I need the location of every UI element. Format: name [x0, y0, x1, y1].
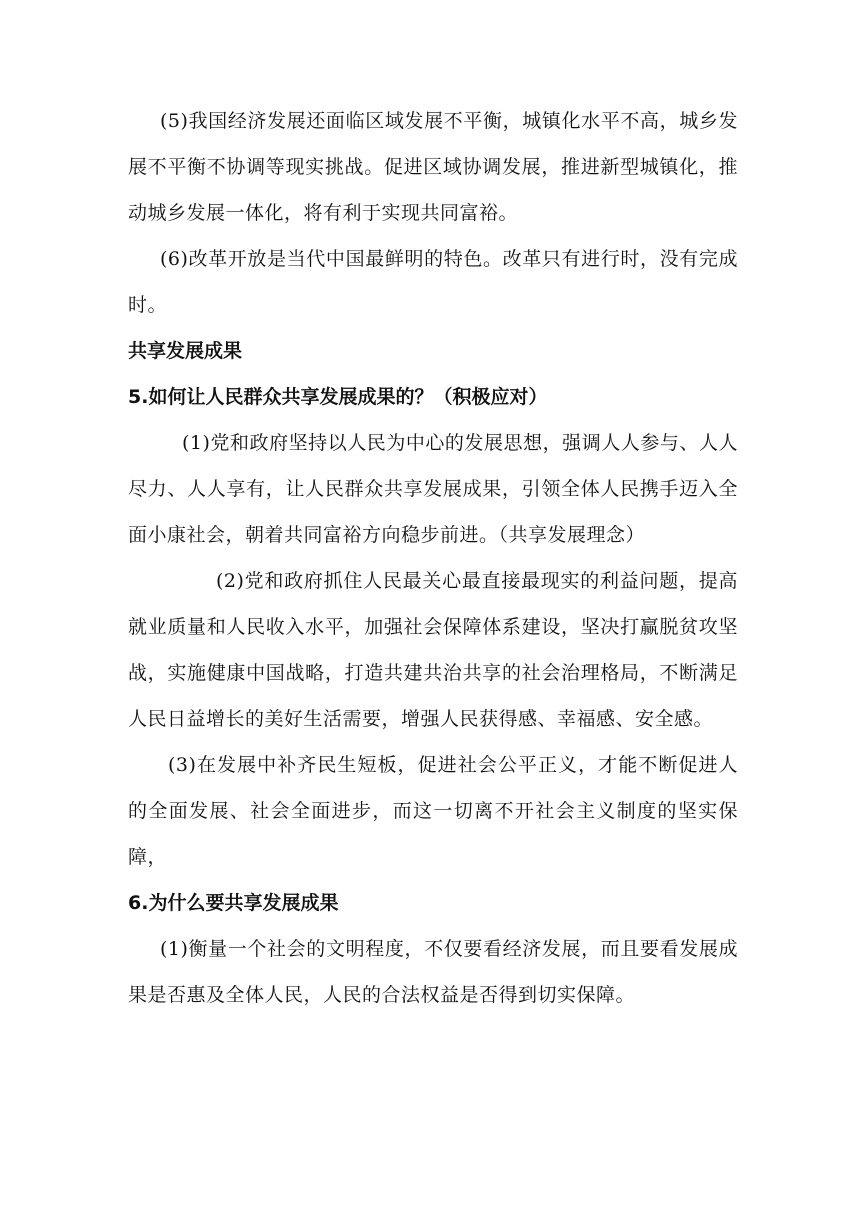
- question-5-point-1: (1)党和政府坚持以人民为中心的发展思想，强调人人参与、人人尽力、人人享有，让人民群众共享发展成果，引领全体人民携手迈入全面小康社会，朝着共同富裕方向稳步前进。（共享发展理念）: [128, 432, 738, 546]
- question-5-point-2: (2)党和政府抓住人民最关心最直接最现实的利益问题，提高就业质量和人民收入水平，加强社会保障体系建设，坚决打赢脱贫攻坚战，实施健康中国战略，打造共建共治共享的社会治理格局，不断满足人民日益增长的美好生活需要，增强人民获得感、幸福感、安全感。: [128, 570, 738, 730]
- document-body: [128, 98, 738, 1018]
- question-5-title: 5.如何让人民群众共享发展成果的？（积极应对）: [128, 386, 548, 408]
- paragraph-6: (6)改革开放是当代中国最鲜明的特色。改革只有进行时，没有完成时。: [128, 248, 738, 316]
- paragraph-5: (5)我国经济发展还面临区域发展不平衡，城镇化水平不高，城乡发展不平衡不协调等现实挑战。促进区域协调发展，推进新型城镇化，推动城乡发展一体化，将有利于实现共同富裕。: [128, 110, 738, 224]
- question-5-point-3: (3)在发展中补齐民生短板，促进社会公平正义，才能不断促进人的全面发展、社会全面进步，而这一切离不开社会主义制度的坚实保障，: [128, 754, 738, 868]
- question-6-title: 6.为什么要共享发展成果: [128, 892, 339, 914]
- question-6-point-1: (1)衡量一个社会的文明程度，不仅要看经济发展，而且要看发展成果是否惠及全体人民，人民的合法权益是否得到切实保障。: [128, 938, 738, 1006]
- section-title: 共享发展成果: [128, 340, 243, 362]
